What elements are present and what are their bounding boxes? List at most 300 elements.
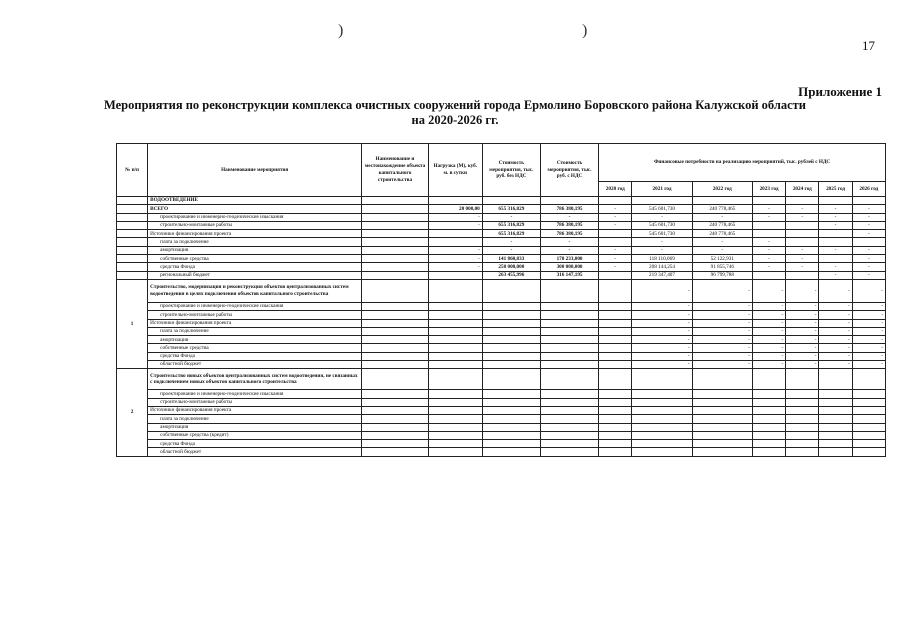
year-value: -	[752, 311, 785, 319]
year-value: -	[819, 302, 852, 310]
year-value	[819, 255, 852, 263]
project-item-row	[117, 344, 886, 352]
year-value: -	[752, 361, 785, 369]
table-cell	[117, 263, 148, 271]
year-value: -	[852, 205, 885, 213]
year-value	[599, 230, 632, 238]
table-cell	[428, 319, 482, 327]
project-item-row	[117, 302, 886, 310]
row-name: средства Фонда	[148, 263, 362, 271]
project-item-row	[117, 311, 886, 319]
section-row	[117, 197, 886, 205]
table-cell	[540, 327, 598, 335]
year-value: -	[752, 205, 785, 213]
year-value: -	[599, 221, 632, 229]
year-value: -	[752, 213, 785, 221]
table-cell	[632, 440, 692, 448]
header-num: № п/п	[117, 144, 148, 197]
table-cell	[852, 390, 885, 398]
year-value: -	[752, 255, 785, 263]
table-cell	[786, 398, 819, 406]
table-cell	[428, 327, 482, 335]
table-cell	[599, 431, 632, 439]
table-cell	[632, 431, 692, 439]
table-cell	[599, 369, 632, 390]
year-value: -	[786, 279, 819, 302]
table-cell	[692, 423, 752, 431]
table-cell	[428, 352, 482, 360]
row-name: региональный бюджет	[148, 271, 362, 279]
table-cell	[482, 327, 540, 335]
table-cell	[362, 197, 429, 205]
cost-vat-value: 786 380,195	[540, 221, 598, 229]
project-item-row	[117, 440, 886, 448]
year-value: -	[786, 352, 819, 360]
table-cell	[482, 398, 540, 406]
year-value: -	[632, 213, 692, 221]
table-cell	[786, 415, 819, 423]
header-row-1	[117, 144, 886, 182]
year-value	[786, 238, 819, 246]
row-name: плата за подключение	[148, 238, 362, 246]
summary-row	[117, 230, 886, 238]
year-value: -	[819, 311, 852, 319]
summary-row	[117, 221, 886, 229]
table-cell	[540, 369, 598, 390]
table-cell	[692, 369, 752, 390]
table-cell	[482, 311, 540, 319]
table-cell	[428, 448, 482, 456]
header-year: 2026 год	[852, 182, 885, 197]
table-cell	[482, 369, 540, 390]
row-name: проектирование и инженерно-геодезические изыскания	[148, 390, 362, 398]
table-cell	[752, 415, 785, 423]
year-value: -	[852, 246, 885, 254]
cost-no-vat-value: -	[482, 213, 540, 221]
table-cell	[482, 352, 540, 360]
table-cell	[819, 415, 852, 423]
table-cell	[540, 352, 598, 360]
table-cell	[540, 448, 598, 456]
cost-vat-value: -	[540, 238, 598, 246]
row-name: ВСЕГО	[148, 205, 362, 213]
year-value: -	[819, 336, 852, 344]
cost-vat-value: 300 000,000	[540, 263, 598, 271]
year-value: 96 799,788	[692, 271, 752, 279]
table-cell	[852, 448, 885, 456]
row-name: проектирование и инженерно-геодезические изыскания	[148, 302, 362, 310]
year-value: -	[819, 344, 852, 352]
year-value: -	[852, 230, 885, 238]
row-name: областной бюджет	[148, 448, 362, 456]
table-cell	[852, 423, 885, 431]
year-value: -	[692, 336, 752, 344]
table-cell	[428, 423, 482, 431]
table-cell	[482, 406, 540, 414]
project-row	[117, 369, 886, 390]
cost-no-vat-value: 655 316,829	[482, 221, 540, 229]
table-cell	[117, 197, 148, 205]
load-value: -	[428, 255, 482, 263]
table-cell	[819, 406, 852, 414]
table-cell	[362, 398, 429, 406]
table-cell	[482, 415, 540, 423]
table-cell	[540, 398, 598, 406]
year-value: -	[692, 213, 752, 221]
table-cell	[428, 197, 482, 205]
header-load: Нагрузка (М), куб. м. в сутки	[428, 144, 482, 197]
table-cell	[362, 302, 429, 310]
cost-vat-value: -	[540, 246, 598, 254]
year-value: -	[692, 311, 752, 319]
year-value: -	[632, 336, 692, 344]
row-name: амортизация	[148, 423, 362, 431]
year-value: -	[786, 255, 819, 263]
cost-vat-value: 786 380,195	[540, 205, 598, 213]
year-value: -	[692, 344, 752, 352]
year-value	[752, 230, 785, 238]
measures-table	[116, 143, 886, 457]
table-cell	[482, 344, 540, 352]
table-cell	[362, 213, 429, 221]
year-value: -	[852, 302, 885, 310]
table-cell	[540, 361, 598, 369]
table-cell	[482, 197, 540, 205]
load-value: -	[428, 263, 482, 271]
year-value: -	[632, 311, 692, 319]
table-cell	[786, 440, 819, 448]
year-value: -	[599, 263, 632, 271]
project-item-row	[117, 390, 886, 398]
table-cell	[362, 263, 429, 271]
year-value: -	[752, 336, 785, 344]
project-item-row	[117, 352, 886, 360]
table-cell	[540, 390, 598, 398]
year-value: -	[632, 352, 692, 360]
year-value	[852, 238, 885, 246]
load-value	[428, 230, 482, 238]
table-cell	[819, 398, 852, 406]
year-value	[599, 352, 632, 360]
year-value: 118 110,069	[632, 255, 692, 263]
year-value	[599, 271, 632, 279]
table-cell	[632, 390, 692, 398]
year-value: -	[852, 311, 885, 319]
year-value	[599, 279, 632, 302]
year-value: -	[786, 336, 819, 344]
year-value: -	[692, 302, 752, 310]
table-cell	[599, 406, 632, 414]
year-value: -	[819, 279, 852, 302]
table-cell	[852, 369, 885, 390]
table-cell	[482, 423, 540, 431]
table-cell	[540, 440, 598, 448]
year-value: -	[852, 255, 885, 263]
summary-row	[117, 238, 886, 246]
year-value: 91 855,746	[692, 263, 752, 271]
year-value: -	[852, 361, 885, 369]
table-cell	[692, 406, 752, 414]
year-value: -	[752, 352, 785, 360]
table-cell	[852, 398, 885, 406]
row-name: Источники финансирования проекта	[148, 230, 362, 238]
row-name: Источники финансирования проекта	[148, 406, 362, 414]
table-cell	[632, 406, 692, 414]
table-cell	[362, 390, 429, 398]
table-cell	[362, 448, 429, 456]
table-cell	[362, 423, 429, 431]
table-cell	[117, 255, 148, 263]
year-value: -	[632, 361, 692, 369]
cost-no-vat-value: 263 455,996	[482, 271, 540, 279]
table-cell	[540, 423, 598, 431]
year-value	[599, 344, 632, 352]
table-cell	[632, 398, 692, 406]
table-cell	[428, 440, 482, 448]
header-year: 2022 год	[692, 182, 752, 197]
table-cell	[117, 246, 148, 254]
year-value	[819, 238, 852, 246]
table-cell	[632, 448, 692, 456]
year-value: -	[786, 205, 819, 213]
year-value: -	[752, 302, 785, 310]
year-value	[786, 221, 819, 229]
table-cell	[599, 423, 632, 431]
year-value: -	[752, 327, 785, 335]
table-cell	[540, 311, 598, 319]
year-value: -	[852, 221, 885, 229]
header-year: 2023 год	[752, 182, 785, 197]
header-cost-vat: Стоимость мероприятия, тыс. руб. с НДС	[540, 144, 598, 197]
year-value: -	[599, 213, 632, 221]
year-value: -	[819, 352, 852, 360]
project-num: 1	[117, 279, 148, 368]
project-row	[117, 279, 886, 302]
year-value: -	[852, 263, 885, 271]
year-value: -	[819, 263, 852, 271]
table-cell	[362, 311, 429, 319]
table-cell	[362, 344, 429, 352]
year-value	[599, 302, 632, 310]
table-cell	[482, 302, 540, 310]
row-name: строительно-монтажные работы	[148, 221, 362, 229]
table-cell	[819, 440, 852, 448]
table-cell	[752, 369, 785, 390]
row-name: амортизация	[148, 246, 362, 254]
header-year: 2025 год	[819, 182, 852, 197]
row-name: плата за подключение	[148, 415, 362, 423]
section-title: ВОДООТВЕДЕНИЕ	[148, 197, 362, 205]
table-cell	[632, 369, 692, 390]
scan-mark-left: )	[338, 22, 344, 39]
year-value: -	[852, 319, 885, 327]
row-name: средства Фонда	[148, 440, 362, 448]
year-value: -	[632, 344, 692, 352]
project-title: Строительство, модернизация и реконструкция объектов централизованных систем водоотведения в целях подключения объектов капитального строительства	[148, 279, 362, 302]
year-value: -	[819, 327, 852, 335]
year-value: -	[692, 352, 752, 360]
year-value: -	[692, 246, 752, 254]
year-value: -	[819, 246, 852, 254]
year-value: -	[852, 271, 885, 279]
table-cell	[819, 390, 852, 398]
year-value: -	[752, 263, 785, 271]
table-cell	[362, 319, 429, 327]
cost-no-vat-value: 655 316,829	[482, 230, 540, 238]
table-cell	[117, 213, 148, 221]
project-item-row	[117, 336, 886, 344]
year-value: -	[632, 238, 692, 246]
table-cell	[692, 398, 752, 406]
table-cell	[540, 302, 598, 310]
table-cell	[752, 406, 785, 414]
load-value	[428, 238, 482, 246]
summary-row	[117, 263, 886, 271]
year-value: 219 347,407	[632, 271, 692, 279]
table-cell	[752, 423, 785, 431]
table-cell	[752, 398, 785, 406]
year-value	[786, 271, 819, 279]
year-value: -	[599, 246, 632, 254]
table-cell	[692, 448, 752, 456]
cost-no-vat-value: -	[482, 246, 540, 254]
year-value: -	[599, 205, 632, 213]
table-cell	[482, 361, 540, 369]
table-cell	[786, 390, 819, 398]
year-value	[599, 361, 632, 369]
table-cell	[540, 319, 598, 327]
table-cell	[482, 440, 540, 448]
table-cell	[819, 431, 852, 439]
year-value: 240 778,465	[692, 230, 752, 238]
table-cell	[540, 197, 598, 205]
table-cell	[786, 406, 819, 414]
load-value: -	[428, 213, 482, 221]
project-title: Строительство новых объектов централизованных систем водоотведения, не связанных с подключением новых объектов капитального строительства	[148, 369, 362, 390]
title-line-1: Мероприятия по реконструкции комплекса очистных сооружений города Ермолино Боровского района Калужской области	[103, 98, 806, 112]
page-number: 17	[862, 38, 875, 53]
table-cell	[786, 448, 819, 456]
year-value: -	[752, 246, 785, 254]
row-name: собственные средства (кредит)	[148, 431, 362, 439]
table-cell	[786, 423, 819, 431]
year-value: -	[819, 213, 852, 221]
year-value: -	[786, 311, 819, 319]
table-cell	[599, 398, 632, 406]
cost-vat-value: 786 380,195	[540, 230, 598, 238]
scan-mark-right: )	[582, 22, 588, 39]
table-cell	[117, 221, 148, 229]
header-name: Наименование мероприятия	[148, 144, 362, 197]
year-value: -	[786, 246, 819, 254]
year-value: 208 144,254	[632, 263, 692, 271]
year-value: -	[819, 205, 852, 213]
table-cell	[362, 431, 429, 439]
table-cell	[482, 319, 540, 327]
table-cell	[428, 398, 482, 406]
project-num: 2	[117, 369, 148, 456]
table-cell	[692, 440, 752, 448]
summary-row	[117, 255, 886, 263]
row-name: плата за подключение	[148, 327, 362, 335]
year-value	[599, 336, 632, 344]
year-value: -	[752, 279, 785, 302]
year-value: -	[786, 319, 819, 327]
year-value: -	[692, 279, 752, 302]
table-cell	[692, 197, 752, 205]
document-title	[60, 98, 850, 128]
project-item-row	[117, 319, 886, 327]
table-cell	[117, 230, 148, 238]
year-value: -	[786, 361, 819, 369]
table-cell	[852, 406, 885, 414]
table-cell	[362, 271, 429, 279]
cost-no-vat-value: 250 000,000	[482, 263, 540, 271]
year-value: -	[632, 302, 692, 310]
table-cell	[428, 279, 482, 302]
table-cell	[428, 369, 482, 390]
table-cell	[362, 279, 429, 302]
summary-row	[117, 271, 886, 279]
project-item-row	[117, 448, 886, 456]
table-cell	[692, 390, 752, 398]
year-value: -	[786, 327, 819, 335]
row-name: строительно-монтажные работы	[148, 311, 362, 319]
cost-vat-value: 316 147,195	[540, 271, 598, 279]
year-value: -	[692, 327, 752, 335]
table-cell	[786, 197, 819, 205]
table-cell	[362, 361, 429, 369]
table-cell	[362, 369, 429, 390]
year-value: -	[786, 302, 819, 310]
appendix-label: Приложение 1	[798, 84, 882, 99]
table-cell	[482, 279, 540, 302]
table-cell	[362, 205, 429, 213]
table-cell	[752, 197, 785, 205]
year-value: -	[752, 319, 785, 327]
year-value: -	[599, 255, 632, 263]
year-value	[786, 230, 819, 238]
load-value: -	[428, 246, 482, 254]
table-cell	[540, 415, 598, 423]
year-value: 545 601,730	[632, 205, 692, 213]
table-cell	[852, 415, 885, 423]
table-cell	[428, 361, 482, 369]
project-item-row	[117, 327, 886, 335]
row-name: областной бюджет	[148, 361, 362, 369]
project-item-row	[117, 361, 886, 369]
table-cell	[117, 205, 148, 213]
summary-row	[117, 246, 886, 254]
table-cell	[428, 406, 482, 414]
load-value: -	[428, 221, 482, 229]
load-value	[428, 271, 482, 279]
year-value	[599, 238, 632, 246]
table-cell	[362, 352, 429, 360]
table-cell	[752, 431, 785, 439]
table-cell	[752, 440, 785, 448]
table-cell	[428, 390, 482, 398]
project-item-row	[117, 423, 886, 431]
year-value	[819, 230, 852, 238]
header-year: 2024 год	[786, 182, 819, 197]
table-cell	[428, 311, 482, 319]
year-value: -	[786, 344, 819, 352]
table-cell	[362, 221, 429, 229]
table-cell	[540, 336, 598, 344]
year-value: -	[786, 213, 819, 221]
project-item-row	[117, 431, 886, 439]
